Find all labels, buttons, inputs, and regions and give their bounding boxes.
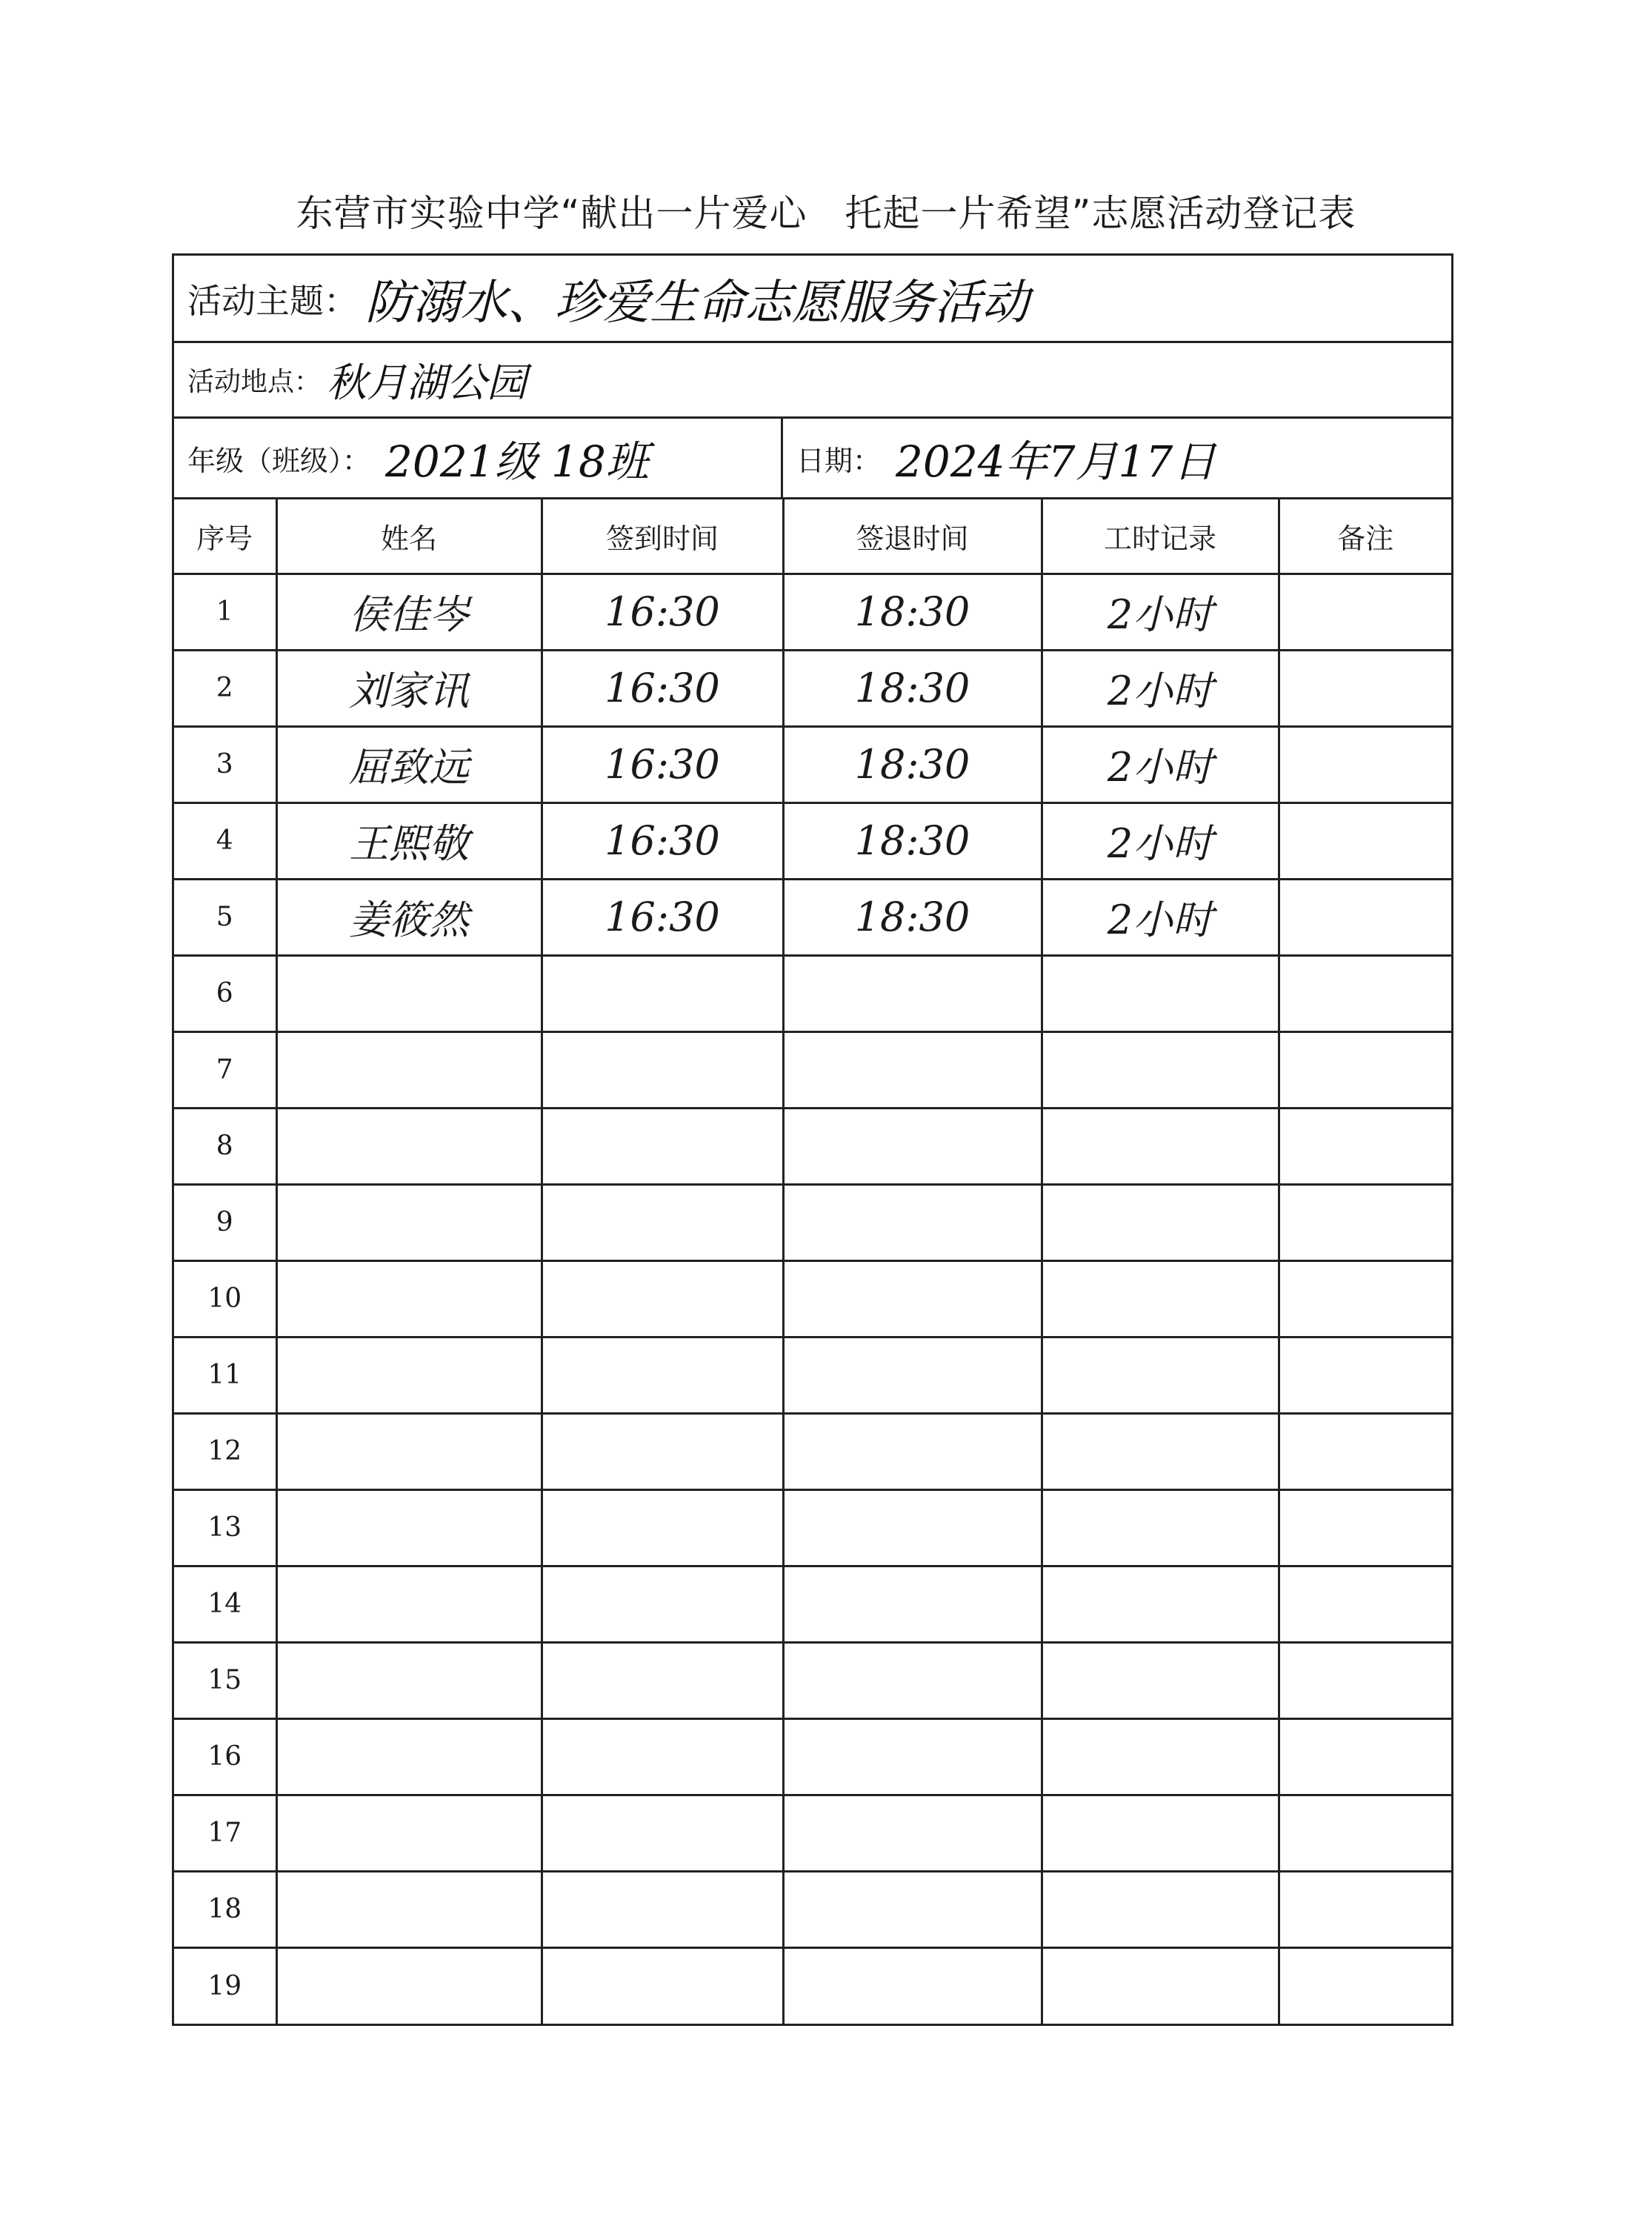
note-cell [1279, 1795, 1451, 1871]
activity-place-value: 秋月湖公园 [327, 359, 527, 406]
table-row [174, 574, 1451, 650]
volunteer-name: 屈致远 [276, 726, 542, 803]
volunteer-name [276, 1031, 542, 1108]
volunteer-name [276, 1947, 542, 2024]
row-number: 6 [174, 955, 276, 1031]
hours-record: 2小时 [1042, 574, 1279, 650]
hours-record [1042, 1031, 1279, 1108]
checkout-time [783, 1337, 1042, 1413]
note-cell [1279, 1871, 1451, 1947]
volunteer-name [276, 1260, 542, 1337]
checkin-time: 16:30 [542, 650, 783, 726]
header-note: 备注 [1279, 499, 1451, 574]
checkout-time [783, 955, 1042, 1031]
checkin-time [542, 1871, 783, 1947]
row-number: 4 [174, 803, 276, 879]
row-number: 18 [174, 1871, 276, 1947]
date-value: 2024年7月17日 [896, 436, 1216, 487]
table-row [174, 803, 1451, 879]
volunteer-name [276, 1108, 542, 1184]
hours-record: 2小时 [1042, 803, 1279, 879]
note-cell [1279, 1108, 1451, 1184]
checkin-time [542, 1947, 783, 2024]
checkin-time [542, 1566, 783, 1642]
volunteer-name [276, 1566, 542, 1642]
activity-theme-row [174, 256, 1451, 343]
note-cell [1279, 1260, 1451, 1337]
registration-form [172, 253, 1453, 2026]
row-number: 1 [174, 574, 276, 650]
hours-record [1042, 1947, 1279, 2024]
volunteer-name: 侯佳岑 [276, 574, 542, 650]
note-cell [1279, 1413, 1451, 1489]
checkout-time: 18:30 [783, 879, 1042, 955]
checkout-time [783, 1566, 1042, 1642]
note-cell [1279, 1718, 1451, 1795]
table-header-row [174, 499, 1451, 574]
row-number: 2 [174, 650, 276, 726]
table-row [174, 1566, 1451, 1642]
hours-record [1042, 1108, 1279, 1184]
checkout-time [783, 1108, 1042, 1184]
table-row [174, 1108, 1451, 1184]
note-cell [1279, 1489, 1451, 1566]
hours-record [1042, 1566, 1279, 1642]
hours-record [1042, 1718, 1279, 1795]
checkout-time [783, 1031, 1042, 1108]
table-row [174, 1871, 1451, 1947]
note-cell [1279, 803, 1451, 879]
table-row [174, 726, 1451, 803]
row-number: 11 [174, 1337, 276, 1413]
checkin-time: 16:30 [542, 879, 783, 955]
checkin-time [542, 1718, 783, 1795]
date-cell [783, 419, 1451, 497]
row-number: 8 [174, 1108, 276, 1184]
table-row [174, 879, 1451, 955]
checkin-time [542, 1108, 783, 1184]
note-cell [1279, 1642, 1451, 1718]
checkin-time [542, 1795, 783, 1871]
volunteer-name [276, 1413, 542, 1489]
note-cell [1279, 879, 1451, 955]
volunteer-name [276, 1871, 542, 1947]
hours-record [1042, 1489, 1279, 1566]
checkout-time: 18:30 [783, 803, 1042, 879]
checkin-time: 16:30 [542, 574, 783, 650]
note-cell [1279, 955, 1451, 1031]
checkin-time [542, 955, 783, 1031]
table-row [174, 1260, 1451, 1337]
row-number: 10 [174, 1260, 276, 1337]
table-row [174, 1947, 1451, 2024]
table-row [174, 1337, 1451, 1413]
grade-value: 2021级 18班 [385, 436, 649, 487]
activity-place-label: 活动地点： [187, 367, 322, 397]
table-row [174, 1795, 1451, 1871]
checkout-time [783, 1413, 1042, 1489]
hours-record [1042, 1413, 1279, 1489]
row-number: 13 [174, 1489, 276, 1566]
checkout-time: 18:30 [783, 650, 1042, 726]
checkin-time: 16:30 [542, 803, 783, 879]
checkout-time [783, 1489, 1042, 1566]
volunteer-name [276, 1718, 542, 1795]
volunteer-name: 王熙敬 [276, 803, 542, 879]
table-row [174, 1413, 1451, 1489]
checkout-time [783, 1795, 1042, 1871]
checkout-time [783, 1718, 1042, 1795]
note-cell [1279, 574, 1451, 650]
volunteer-name [276, 1642, 542, 1718]
volunteer-name [276, 955, 542, 1031]
header-hours: 工时记录 [1042, 499, 1279, 574]
row-number: 14 [174, 1566, 276, 1642]
row-number: 17 [174, 1795, 276, 1871]
checkout-time [783, 1642, 1042, 1718]
row-number: 9 [174, 1184, 276, 1260]
header-name: 姓名 [276, 499, 542, 574]
hours-record [1042, 1260, 1279, 1337]
note-cell [1279, 1947, 1451, 2024]
checkout-time: 18:30 [783, 574, 1042, 650]
hours-record [1042, 955, 1279, 1031]
checkout-time: 18:30 [783, 726, 1042, 803]
volunteer-register-table [174, 499, 1451, 2024]
volunteer-name [276, 1795, 542, 1871]
hours-record [1042, 1795, 1279, 1871]
checkout-time [783, 1871, 1042, 1947]
checkout-time [783, 1184, 1042, 1260]
checkin-time [542, 1489, 783, 1566]
activity-place-row [174, 343, 1451, 419]
note-cell [1279, 1337, 1451, 1413]
volunteer-name: 姜筱然 [276, 879, 542, 955]
checkout-time [783, 1260, 1042, 1337]
grade-label: 年级（班级）： [187, 444, 371, 477]
checkin-time: 16:30 [542, 726, 783, 803]
date-label: 日期： [796, 444, 882, 477]
row-number: 19 [174, 1947, 276, 2024]
checkout-time [783, 1947, 1042, 2024]
hours-record [1042, 1184, 1279, 1260]
header-checkin: 签到时间 [542, 499, 783, 574]
table-row [174, 650, 1451, 726]
row-number: 5 [174, 879, 276, 955]
hours-record: 2小时 [1042, 726, 1279, 803]
checkin-time [542, 1031, 783, 1108]
table-row [174, 1184, 1451, 1260]
table-row [174, 1489, 1451, 1566]
grade-date-row [174, 419, 1451, 499]
volunteer-name [276, 1489, 542, 1566]
grade-cell [174, 419, 783, 497]
header-no: 序号 [174, 499, 276, 574]
row-number: 15 [174, 1642, 276, 1718]
header-checkout: 签退时间 [783, 499, 1042, 574]
hours-record [1042, 1642, 1279, 1718]
row-number: 3 [174, 726, 276, 803]
table-row [174, 1031, 1451, 1108]
volunteer-name [276, 1337, 542, 1413]
table-row [174, 1718, 1451, 1795]
volunteer-name: 刘家讯 [276, 650, 542, 726]
checkin-time [542, 1184, 783, 1260]
note-cell [1279, 726, 1451, 803]
form-title: 东营市实验中学“献出一片爱心 托起一片希望”志愿活动登记表 [296, 192, 1356, 235]
row-number: 7 [174, 1031, 276, 1108]
hours-record [1042, 1337, 1279, 1413]
activity-theme-label: 活动主题： [187, 280, 358, 321]
hours-record [1042, 1871, 1279, 1947]
checkin-time [542, 1337, 783, 1413]
note-cell [1279, 1031, 1451, 1108]
checkin-time [542, 1260, 783, 1337]
volunteer-name [276, 1184, 542, 1260]
row-number: 16 [174, 1718, 276, 1795]
note-cell [1279, 1566, 1451, 1642]
checkin-time [542, 1413, 783, 1489]
hours-record: 2小时 [1042, 879, 1279, 955]
row-number: 12 [174, 1413, 276, 1489]
table-row [174, 1642, 1451, 1718]
note-cell [1279, 1184, 1451, 1260]
hours-record: 2小时 [1042, 650, 1279, 726]
table-row [174, 955, 1451, 1031]
checkin-time [542, 1642, 783, 1718]
note-cell [1279, 650, 1451, 726]
activity-theme-value: 防溺水、珍爱生命志愿服务活动 [365, 275, 1029, 330]
